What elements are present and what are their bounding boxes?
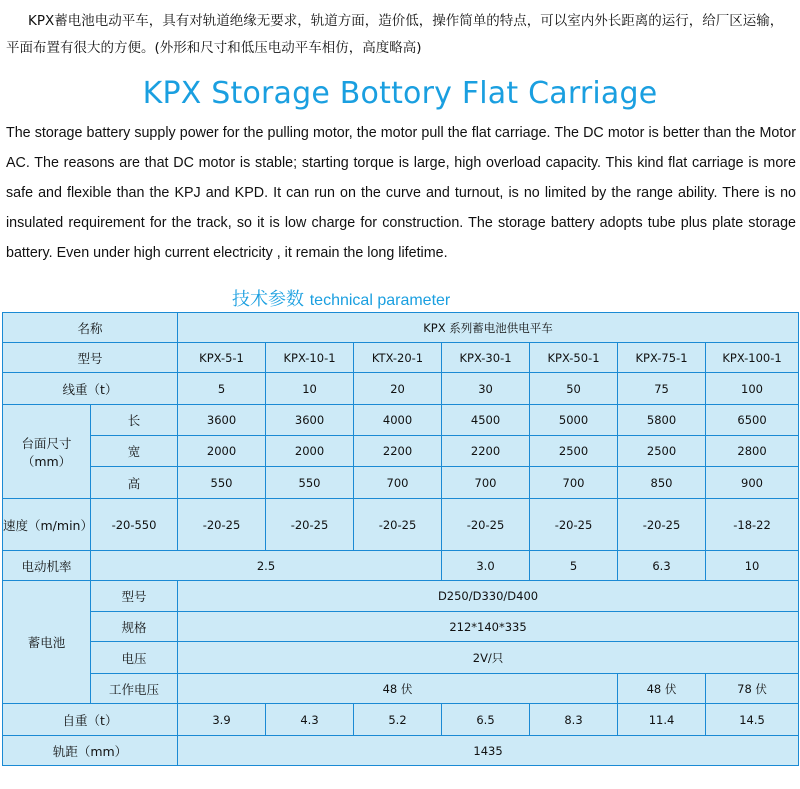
- length-cell: 4500: [442, 405, 530, 436]
- work-voltage-cell: 78 伏: [706, 674, 799, 704]
- width-cell: 2000: [266, 436, 354, 467]
- battery-spec-label: 规格: [91, 612, 178, 642]
- speed-cell: -20-550: [91, 499, 178, 551]
- model-cell: KPX-30-1: [442, 343, 530, 373]
- length-cell: 5800: [618, 405, 706, 436]
- parameter-table: [2, 312, 799, 766]
- weight-label: 自重（t）: [3, 704, 178, 736]
- motor-label: 电动机率: [3, 551, 91, 581]
- load-cell: 100: [706, 373, 799, 405]
- model-cell: KPX-5-1: [178, 343, 266, 373]
- height-cell: 700: [354, 467, 442, 499]
- height-cell: 850: [618, 467, 706, 499]
- speed-cell: -20-25: [178, 499, 266, 551]
- name-label: 名称: [3, 313, 178, 343]
- table-size-label: 台面尺寸（mm）: [3, 405, 91, 499]
- speed-cell: -20-25: [442, 499, 530, 551]
- model-cell: KPX-75-1: [618, 343, 706, 373]
- model-cell: KPX-100-1: [706, 343, 799, 373]
- motor-cell: 2.5: [91, 551, 442, 581]
- height-cell: 900: [706, 467, 799, 499]
- height-cell: 550: [178, 467, 266, 499]
- load-label: 线重（t）: [3, 373, 178, 405]
- gauge-value: 1435: [178, 736, 799, 766]
- row-battery-voltage: [3, 642, 799, 674]
- speed-cell: -20-25: [530, 499, 618, 551]
- row-width: [3, 436, 799, 467]
- width-cell: 2000: [178, 436, 266, 467]
- battery-voltage-value: 2V/只: [178, 642, 799, 674]
- load-cell: 75: [618, 373, 706, 405]
- height-cell: 700: [442, 467, 530, 499]
- weight-cell: 5.2: [354, 704, 442, 736]
- row-height: [3, 467, 799, 499]
- motor-cell: 5: [530, 551, 618, 581]
- row-speed: [3, 499, 799, 551]
- width-cell: 2200: [354, 436, 442, 467]
- section-title: [232, 285, 450, 311]
- weight-cell: 6.5: [442, 704, 530, 736]
- battery-voltage-label: 电压: [91, 642, 178, 674]
- row-model: [3, 343, 799, 373]
- model-cell: KPX-10-1: [266, 343, 354, 373]
- load-cell: 50: [530, 373, 618, 405]
- width-cell: 2500: [618, 436, 706, 467]
- row-motor: [3, 551, 799, 581]
- speed-cell: -18-22: [706, 499, 799, 551]
- row-gauge: [3, 736, 799, 766]
- speed-cell: -20-25: [618, 499, 706, 551]
- motor-cell: 3.0: [442, 551, 530, 581]
- length-label: 长: [91, 405, 178, 436]
- battery-model-label: 型号: [91, 581, 178, 612]
- weight-cell: 4.3: [266, 704, 354, 736]
- row-weight: [3, 704, 799, 736]
- length-cell: 3600: [266, 405, 354, 436]
- row-battery-model: [3, 581, 799, 612]
- work-voltage-label: 工作电压: [91, 674, 178, 704]
- row-work-voltage: [3, 674, 799, 704]
- width-cell: 2500: [530, 436, 618, 467]
- load-cell: 10: [266, 373, 354, 405]
- section-title-en: technical parameter: [309, 292, 451, 309]
- battery-spec-value: 212*140*335: [178, 612, 799, 642]
- weight-cell: 3.9: [178, 704, 266, 736]
- motor-cell: 6.3: [618, 551, 706, 581]
- length-cell: 5000: [530, 405, 618, 436]
- width-label: 宽: [91, 436, 178, 467]
- intro-english: The storage battery supply power for the pulling motor, the motor pull the flat carriage. The DC motor is better than the Motor AC. The reasons are that DC motor is stable; starting torque is large, high overload capacity. This kind flat carriage is more safe and flexible than the KPJ and KPD. It can run on the curve and turnout, is no limited by the range ability. There is no insulated requirement for the track, so it is low charge for construction. The storage battery adopts tube plus plate storage battery. Even under high current electricity , it remain the long lifetime.: [6, 125, 796, 261]
- work-voltage-cell: 48 伏: [618, 674, 706, 704]
- load-cell: 5: [178, 373, 266, 405]
- model-cell: KPX-50-1: [530, 343, 618, 373]
- speed-cell: -20-25: [266, 499, 354, 551]
- load-cell: 30: [442, 373, 530, 405]
- height-cell: 550: [266, 467, 354, 499]
- section-title-cn: 技术参数: [232, 289, 304, 310]
- speed-label: 速度（m/min）: [3, 499, 91, 551]
- height-label: 高: [91, 467, 178, 499]
- weight-cell: 8.3: [530, 704, 618, 736]
- width-cell: 2800: [706, 436, 799, 467]
- name-value: KPX 系列蓄电池供电平车: [178, 313, 799, 343]
- row-length: [3, 405, 799, 436]
- width-cell: 2200: [442, 436, 530, 467]
- work-voltage-cell: 48 伏: [178, 674, 618, 704]
- intro-chinese: KPX蓄电池电动平车，具有对轨道绝缘无要求，轨道方面，造价低，操作简单的特点，可以室内外长距离的运行，给厂区运输，平面布置有很大的方便。(外形和尺寸和低压电动平车相仿，高度略高): [6, 13, 784, 56]
- model-cell: KTX-20-1: [354, 343, 442, 373]
- gauge-label: 轨距（mm）: [3, 736, 178, 766]
- weight-cell: 11.4: [618, 704, 706, 736]
- length-cell: 4000: [354, 405, 442, 436]
- length-cell: 6500: [706, 405, 799, 436]
- model-label: 型号: [3, 343, 178, 373]
- page-title: KPX Storage Bottory Flat Carriage: [142, 76, 658, 111]
- row-load: [3, 373, 799, 405]
- weight-cell: 14.5: [706, 704, 799, 736]
- speed-cell: -20-25: [354, 499, 442, 551]
- length-cell: 3600: [178, 405, 266, 436]
- battery-model-value: D250/D330/D400: [178, 581, 799, 612]
- load-cell: 20: [354, 373, 442, 405]
- row-name: [3, 313, 799, 343]
- motor-cell: 10: [706, 551, 799, 581]
- battery-label: 蓄电池: [3, 581, 91, 704]
- height-cell: 700: [530, 467, 618, 499]
- row-battery-spec: [3, 612, 799, 642]
